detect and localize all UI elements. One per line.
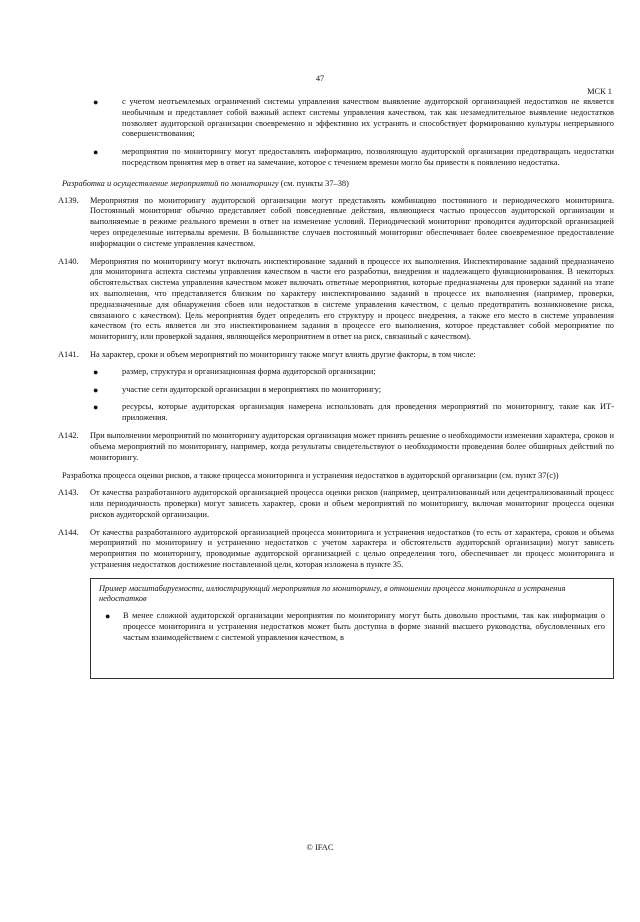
bullet-text: с учетом неотъемлемых ограничений системы управления качеством выявление аудиторской организацией недостатков не является необычным и представляет собой важный аспект системы управления качеством, так как незамедлительное выявление недостатков позволяет аудиторской организации своевременно и эффективно их устранять и способствует формированию культуры непрерывного совершенствования; <box>122 97 614 139</box>
paragraph-a141 <box>58 349 614 424</box>
example-box <box>90 578 614 679</box>
bullet-text: участие сети аудиторской организации в мероприятиях по мониторингу; <box>122 384 382 394</box>
paragraph-number: A141. <box>58 349 79 359</box>
paragraph-text: Мероприятия по мониторингу аудиторской организации могут представлять комбинацию постоянного и периодического мониторинга. Постоянный мониторинг обычно представляет собой повседневные действия, являющиеся частью процессов аудиторской организации и выполняемые в режиме реального времени в ответ на изменение условий. Периодический мониторинг проводится аудиторской организацией через определенные интервалы времени. В большинстве случаев постоянный мониторинг обеспечивает более своевременное предоставление информации о системе управления качеством. <box>90 195 614 248</box>
bullet-icon: ● <box>93 402 99 413</box>
section-title: Разработка процесса оценки рисков, а также процесса мониторинга и устранения недостатков в аудиторской организации <box>62 471 498 481</box>
paragraph-text: От качества разработанного аудиторской организацией процесса мониторинга и устранения недостатков (то есть от характера, сроков и объема мероприятий по мониторингу и устранению недостатков с учетом характера и обстоятельств аудиторской организации) могут зависеть мероприятия по мониторингу, проводимые аудиторской организацией с целью определения того, обеспечивает ли процесс мониторинга и устранения недостатков достижение поставленной цели, которая изложена в пункте 35. <box>90 527 614 569</box>
section-reference: (см. пункты 37–38) <box>280 178 349 188</box>
bullet-icon: ● <box>93 384 99 395</box>
section-title: Разработка и осуществление мероприятий по мониторингу <box>62 178 279 188</box>
bullet-text: ресурсы, которые аудиторская организация намерена использовать для проведения мероприятий по мониторингу, такие как ИТ-приложения. <box>122 402 614 423</box>
paragraph-text: От качества разработанного аудиторской организацией процесса оценки рисков (например, централизованный или децентрализованный процесс или периодичность проверки) могут зависеть характер, сроки и объем мероприятий по мониторингу, включая мониторинг процесса оценки рисков аудиторской организации. <box>90 488 614 519</box>
paragraph-text: На характер, сроки и объем мероприятий по мониторингу также могут влиять другие факторы, в том числе: <box>90 349 476 359</box>
paragraph-a140 <box>58 256 614 343</box>
bullet-icon: ● <box>105 611 111 622</box>
paragraph-text: Мероприятия по мониторингу могут включать инспектирование заданий в процессе их выполнения. Инспектирование заданий предназначено для мониторинга аспекта системы управления качеством в части его разработки, внедрения и надлежащего функционирования. В некоторых обстоятельствах система управления качеством может включать ответные мероприятия, которые предназначены для проверки заданий на этапе их выполнения, что представляется близким по характеру инспектированию заданий в процессе их выполнения (например, проверки, предназначенные для обнаружения сбоев или недостатков в системе управления качеством, с целью предотвратить возникновение риска, связанного с качеством). Цель мероприятия будет определять его структуру и процесс внедрения, а также его место в системе управления качеством (то есть является ли это инспектированием задания в процессе его выполнения, которое представляет собой мероприятие по мониторингу, или проверкой задания, являющейся мероприятием в ответ на риск, связанный с качеством). <box>90 256 614 342</box>
paragraph-number: A142. <box>58 430 79 440</box>
bullet-item <box>90 367 614 378</box>
paragraph-a143 <box>58 488 614 520</box>
bullet-item <box>90 402 614 424</box>
section-reference: (см. пункт 37(с)) <box>499 471 559 481</box>
page-number: 47 <box>315 74 325 83</box>
page-footer: © IFAC <box>306 843 334 852</box>
bullet-text: В менее сложной аудиторской организации мероприятия по мониторингу могут быть довольно простыми, так как информация о процессе мониторинга и устранения недостатков может быть доступна в форме знаний высшего руководства, обусловленных его частым взаимодействием с системой управления качеством, в <box>123 611 605 642</box>
paragraph-a144 <box>58 527 614 571</box>
paragraph-number: A144. <box>58 527 79 537</box>
paragraph-a142 <box>58 430 614 463</box>
paragraph-number: A143. <box>58 488 79 498</box>
example-box-title: Пример масштабируемости, иллюстрирующий мероприятия по мониторингу, в отношении процесса мониторинга и устранения недостатков <box>99 583 566 604</box>
paragraph-text: При выполнении мероприятий по мониторингу аудиторская организация может принять решение о необходимости изменения характера, сроков и объема мероприятий по мониторингу, например, когда результаты свидетельствуют о необходимости проведения более обширных действий по мониторингу. <box>90 430 614 462</box>
bullet-item <box>62 97 614 140</box>
bullet-icon: ● <box>93 366 99 377</box>
paragraph-number: A139. <box>58 195 79 205</box>
bullet-icon: ● <box>93 147 99 158</box>
bullet-item <box>62 147 614 169</box>
document-body <box>58 97 614 679</box>
paragraph-number: A140. <box>58 256 79 266</box>
bullet-text: мероприятия по мониторингу могут предоставлять информацию, позволяющую аудиторской организации предотвращать недостатки посредством принятия мер в ответ на замечание, которое с течением времени могло бы привести к появлению недостатка. <box>122 147 614 167</box>
section-heading <box>62 471 614 482</box>
bullet-item <box>99 611 605 643</box>
bullet-text: размер, структура и организационная форма аудиторской организации; <box>122 366 376 376</box>
bullet-item <box>90 385 614 396</box>
section-heading <box>62 179 614 190</box>
bullet-icon: ● <box>93 97 99 107</box>
standard-code: МСК 1 <box>587 87 612 96</box>
paragraph-a139 <box>58 195 614 250</box>
